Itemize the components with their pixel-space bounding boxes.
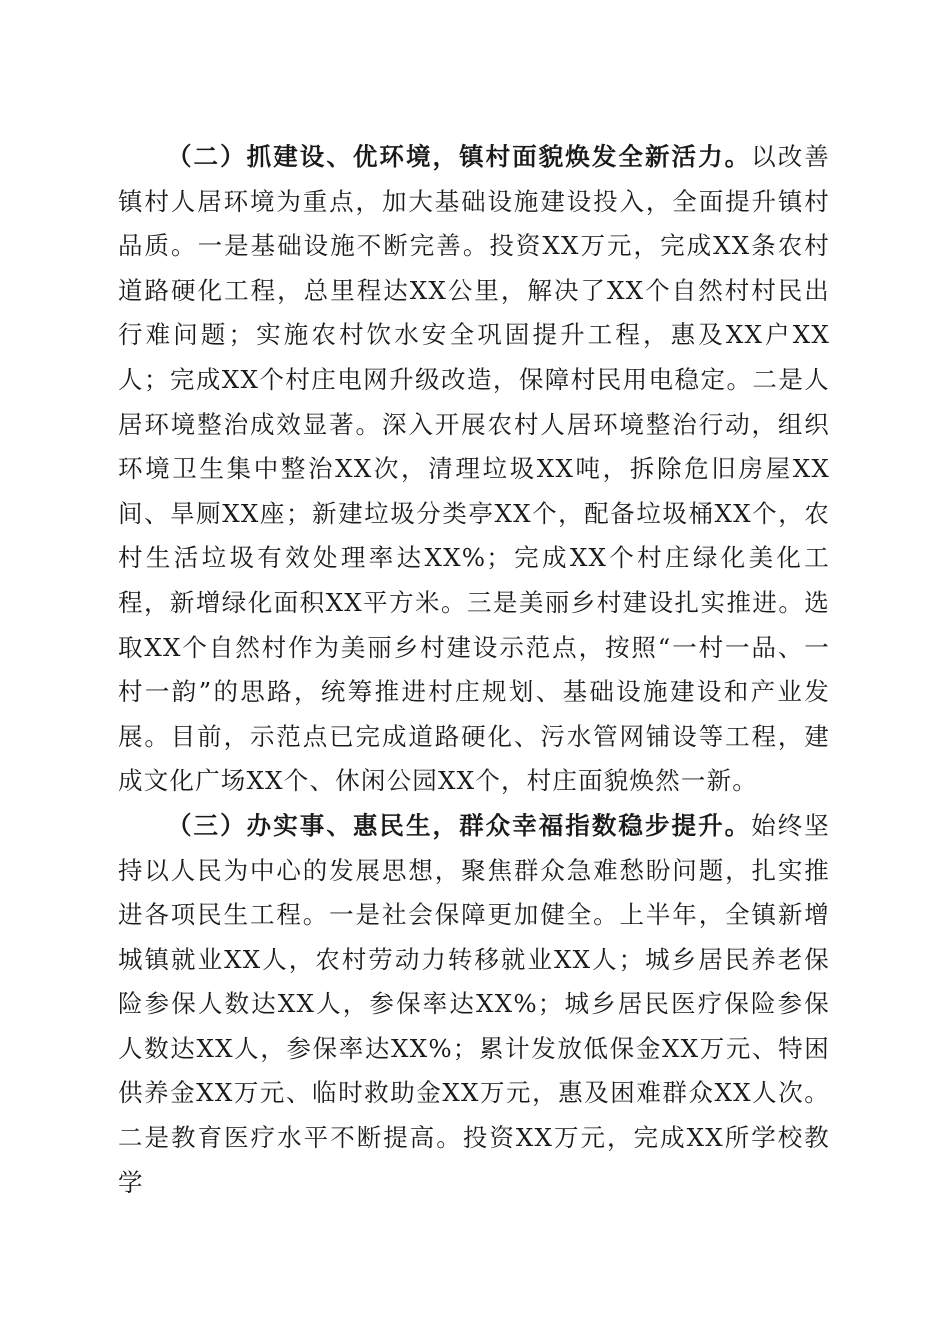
paragraph-body-three: 始终坚持以人民为中心的发展思想，聚焦群众急难愁盼问题，扎实推进各项民生工程。一是社会保障更加健全。上半年，全镇新增城镇就业XX人，农村劳动力转移就业XX人；城乡居民养老保险参保人数达XX人，参保率达XX%；城乡居民医疗保险参保人数达XX人，参保率达XX%；累计发放低保金XX万元、特困供养金XX万元、临时救助金XX万元，惠及困难群众XX人次。二是教育医疗水平不断提高。投资XX万元，完成XX所学校教学 [118,810,830,1197]
paragraph-livelihood [118,804,830,1205]
paragraph-body-two: 以改善镇村人居环境为重点，加大基础设施建设投入，全面提升镇村品质。一是基础设施不断完善。投资XX万元，完成XX条农村道路硬化工程，总里程达XX公里，解决了XX个自然村村民出行难问题；实施农村饮水安全巩固提升工程，惠及XX户XX人；完成XX个村庄电网升级改造，保障村民用电稳定。二是人居环境整治成效显著。深入开展农村人居环境整治行动，组织环境卫生集中整治XX次，清理垃圾XX吨，拆除危旧房屋XX间、旱厕XX座；新建垃圾分类亭XX个，配备垃圾桶XX个，农村生活垃圾有效处理率达XX%；完成XX个村庄绿化美化工程，新增绿化面积XX平方米。三是美丽乡村建设扎实推进。选取XX个自然村作为美丽乡村建设示范点，按照“一村一品、一村一韵”的思路，统筹推进村庄规划、基础设施建设和产业发展。目前，示范点已完成道路硬化、污水管网铺设等工程，建成文化广场XX个、休闲公园XX个，村庄面貌焕然一新。 [118,142,830,796]
paragraph-construction-environment [118,135,830,804]
document-page [118,135,830,1205]
section-heading-two: （二）抓建设、优环境，镇村面貌焕发全新活力。 [167,142,752,171]
section-heading-three: （三）办实事、惠民生，群众幸福指数稳步提升。 [167,810,752,840]
